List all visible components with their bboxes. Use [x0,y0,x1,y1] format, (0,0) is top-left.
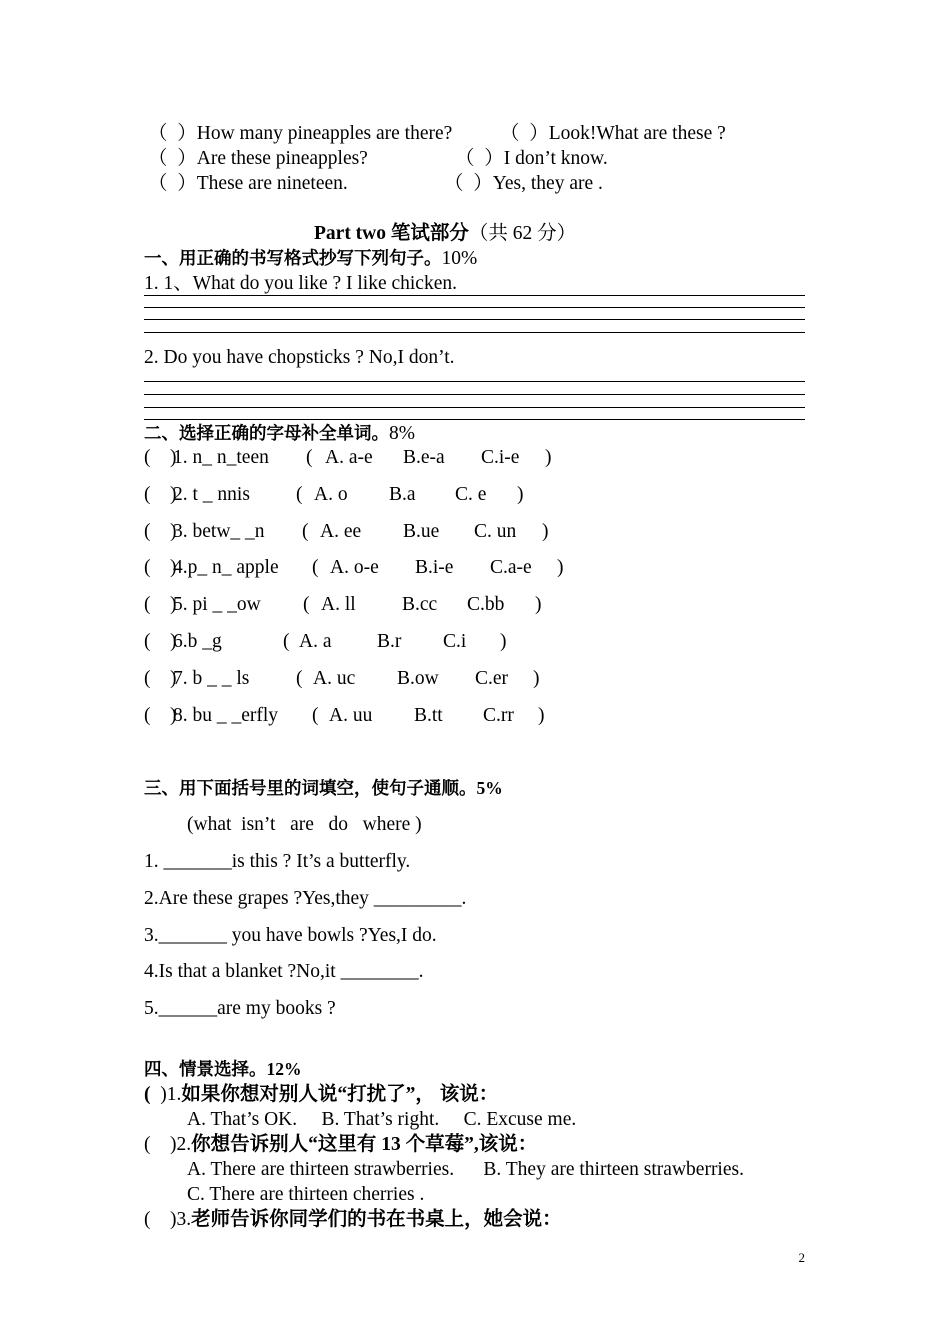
question-number: )3. [170,1209,192,1230]
choice-option-a: A. uu [329,705,373,726]
choice-option-c: C.rr [483,705,514,726]
fill-item-3: 3._______ you have bowls ?Yes,I do. [144,925,437,946]
situation-question-1 [144,1085,498,1105]
choice-option-b: B.ue [403,521,440,542]
section1-heading-text: 一、用正确的书写格式抄写下列句子。 [144,248,442,268]
question-number: )1. [160,1084,182,1105]
answer-bracket[interactable]: ( ) [144,484,177,505]
situation-options-2c: C. There are thirteen cherries . [187,1184,425,1205]
choice-item-3 [144,522,177,542]
listening-item-2a: （ ）Are these pineapples? [148,148,368,169]
listening-item-1b: （ ）Look!What are these ? [500,123,726,144]
section1-heading [144,249,477,269]
choice-item-8 [144,706,177,726]
choice-close-paren: ) [545,447,552,468]
section1-percent: 10% [441,248,478,269]
choice-option-b: B.ow [397,668,439,689]
choice-open-paren: ( [303,594,310,615]
choice-word: 6.b _g [173,631,222,652]
writing-line [144,407,805,408]
writing-line [144,295,805,296]
section1-sentence-1: 1. 1、What do you like ? I like chicken. [144,273,457,294]
answer-bracket[interactable]: ( ) [144,668,177,689]
choice-item-2 [144,485,177,505]
choice-option-a: A. o [314,484,348,505]
listening-item-3a: （ ）These are nineteen. [148,173,348,194]
writing-line [144,332,805,333]
section2-percent: 8% [389,423,415,444]
choice-item-4 [144,558,177,578]
choice-option-a: A. uc [313,668,356,689]
choice-item-1 [144,448,177,468]
choice-option-c: C. e [455,484,487,505]
choice-close-paren: ) [542,521,549,542]
answer-bracket[interactable]: ( ) [144,521,177,542]
writing-line [144,319,805,320]
choice-option-a: A. a [299,631,332,652]
section1-sentence-2: 2. Do you have chopsticks ? No,I don’t. [144,347,455,368]
part-two-title-cn: 笔试部分 [386,223,469,244]
question-number: )2. [170,1134,192,1155]
choice-word: 1. n_ n_teen [173,447,269,468]
writing-line [144,394,805,395]
page-number: 2 [798,1250,805,1265]
choice-item-6 [144,632,177,652]
situation-question-2 [144,1135,537,1155]
choice-option-c: C.er [475,668,509,689]
question-text: 你想告诉别人“这里有 13 个草莓”,该说： [191,1134,538,1155]
choice-open-paren: ( [296,668,303,689]
answer-bracket[interactable]: ( [144,1134,170,1155]
answer-bracket[interactable]: ( ) [144,705,177,726]
choice-option-a: A. ee [320,521,362,542]
choice-option-c: C.bb [467,594,505,615]
choice-option-b: B.cc [402,594,438,615]
fill-item-4: 4.Is that a blanket ?No,it ________. [144,961,424,982]
situation-question-3 [144,1210,562,1230]
part-two-score: （共 62 分） [468,223,577,244]
word-bank: (what isn’t are do where ) [187,814,422,835]
choice-option-c: C.i-e [481,447,520,468]
question-text: 老师告诉你同学们的书在书桌上，她会说： [191,1209,562,1230]
answer-bracket[interactable]: ( [144,1084,161,1105]
choice-item-5 [144,595,177,615]
choice-open-paren: ( [302,521,309,542]
part-two-title-en: Part two [314,223,387,244]
fill-item-5: 5.______are my books ? [144,998,336,1019]
writing-line [144,419,805,420]
choice-option-c: C.a-e [490,557,532,578]
choice-option-b: B.tt [414,705,443,726]
choice-close-paren: ) [533,668,540,689]
listening-item-2b: （ ）I don’t know. [455,148,608,169]
choice-option-b: B.i-e [415,557,454,578]
situation-options-2ab: A. There are thirteen strawberries. B. They are thirteen strawberries. [187,1159,744,1180]
choice-option-a: A. ll [321,594,356,615]
answer-bracket[interactable]: ( ) [144,557,177,578]
choice-close-paren: ) [517,484,524,505]
fill-item-2: 2.Are these grapes ?Yes,they _________. [144,888,467,909]
choice-open-paren: ( [306,447,313,468]
choice-option-c: C. un [474,521,517,542]
situation-options-1: A. That’s OK. B. That’s right. C. Excuse me. [187,1109,577,1130]
choice-word: 2. t _ nnis [173,484,250,505]
choice-option-b: B.r [377,631,402,652]
choice-option-a: A. a-e [325,447,373,468]
choice-word: 3. betw_ _n [173,521,265,542]
choice-option-c: C.i [443,631,467,652]
choice-close-paren: ) [538,705,545,726]
choice-open-paren: ( [283,631,290,652]
choice-item-7 [144,669,177,689]
answer-bracket[interactable]: ( ) [144,594,177,615]
answer-bracket[interactable]: ( ) [144,631,177,652]
choice-open-paren: ( [296,484,303,505]
writing-line [144,381,805,382]
question-text: 如果你想对别人说“打扰了”， 该说： [181,1084,499,1105]
section4-heading: 四、情景选择。12% [144,1059,302,1079]
answer-bracket[interactable]: ( ) [144,447,177,468]
listening-item-1a: （ ）How many pineapples are there? [148,123,453,144]
choice-option-a: A. o-e [330,557,379,578]
choice-close-paren: ) [500,631,507,652]
choice-option-b: B.a [389,484,416,505]
choice-close-paren: ) [535,594,542,615]
choice-open-paren: ( [312,557,319,578]
section2-heading [144,424,415,444]
choice-open-paren: ( [312,705,319,726]
choice-close-paren: ) [557,557,564,578]
choice-word: 8. bu _ _erfly [173,705,279,726]
choice-option-b: B.e-a [403,447,445,468]
choice-word: 5. pi _ _ow [173,594,261,615]
part-two-title [314,224,576,244]
listening-item-3b: （ ）Yes, they are . [444,173,603,194]
writing-line [144,307,805,308]
answer-bracket[interactable]: ( [144,1209,170,1230]
choice-word: 4.p_ n_ apple [173,557,279,578]
section3-heading: 三、用下面括号里的词填空，使句子通顺。5% [144,778,503,798]
section2-heading-text: 二、选择正确的字母补全单词。 [144,423,389,443]
choice-word: 7. b _ _ ls [173,668,250,689]
fill-item-1: 1. _______is this ? It’s a butterfly. [144,851,411,872]
